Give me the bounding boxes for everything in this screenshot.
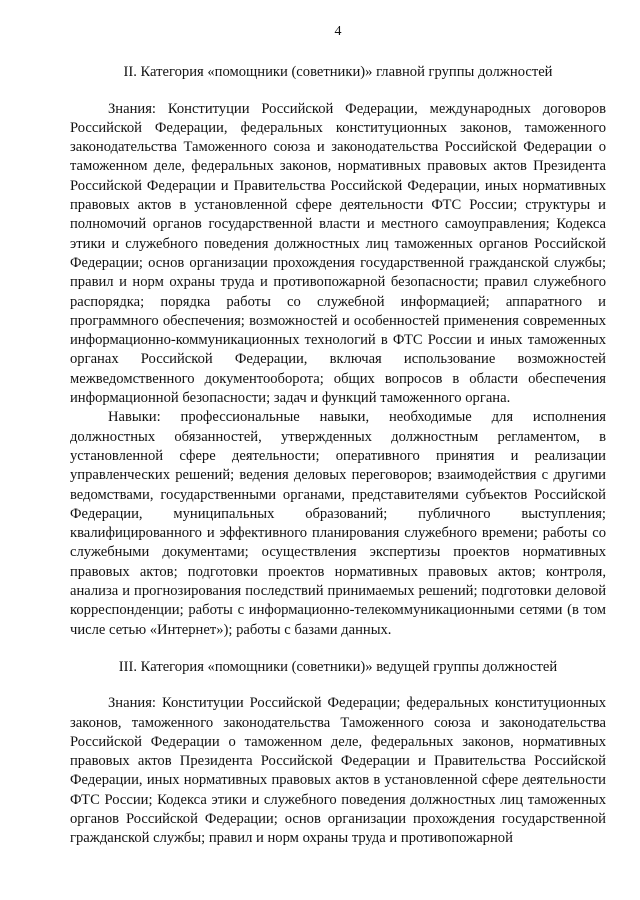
section-2-heading: II. Категория «помощники (советники)» главной группы должностей	[123, 64, 553, 81]
page-number: 4	[334, 24, 342, 39]
section-2-knowledge-paragraph: Знания: Конституции Российской Федерации, международных договоров Российской Федерации, федеральных конституционных законов, таможенного законодательства Таможенного союза и законодательства Российской Федерации о таможенном деле, федеральных законов, нормативных правовых актов Президента Российской Федерации и Правительства Российской Федерации, иных нормативных правовых актов в установленной сфере деятельности ФТС России; структуры и полномочий органов государственной власти и местного самоуправления; Кодекса этики и служебного поведения должностных лиц таможенных органов Российской Федерации; основ организации прохождения государственной гражданской службы; правил и норм охраны труда и противопожарной безопасности; правил служебного распорядка; порядка работы со служебной информацией; аппаратного и программного обеспечения; возможностей и особенностей применения современных информационно-коммуникационных технологий в ФТС России и иных таможенных органах Российской Федерации, включая использование возможностей межведомственного документооборота; общих вопросов в области обеспечения информационной безопасности; задач и функций таможенного органа.	[70, 100, 606, 407]
section-3-heading: III. Категория «помощники (советники)» ведущей группы должностей	[118, 658, 558, 675]
section-2-skills-paragraph: Навыки: профессиональные навыки, необходимые для исполнения должностных обязанностей, утвержденных должностным регламентом, в установленной сфере деятельности; оперативного принятия и реализации управленческих решений; ведения деловых переговоров; взаимодействия с другими ведомствами, государственными органами, представителями субъектов Российской Федерации, муниципальных образований; публичного выступления; квалифицированного и эффективного планирования служебного времени; работы со служебными документами; осуществления экспертизы проектов нормативных правовых актов; подготовки проектов нормативных правовых актов; контроля, анализа и прогнозирования последствий принимаемых решений; подготовки деловой корреспонденции; работы с информационно-телекоммуникационными сетями (в том числе сетью «Интернет»); работы с базами данных.	[70, 409, 606, 638]
section-3-knowledge-paragraph: Знания: Конституции Российской Федерации; федеральных конституционных законов, таможенного законодательства Таможенного союза и законодательства Российской Федерации о таможенном деле, федеральных законов, нормативных правовых актов Президента Российской Федерации и Правительства Российской Федерации, иных нормативных правовых актов в установленной сфере деятельности ФТС России; Кодекса этики и служебного поведения должностных лиц таможенных органов Российской Федерации; основ организации прохождения государственной гражданской службы; правил и норм охраны труда и противопожарной	[70, 695, 606, 847]
section-spacer	[70, 640, 606, 658]
